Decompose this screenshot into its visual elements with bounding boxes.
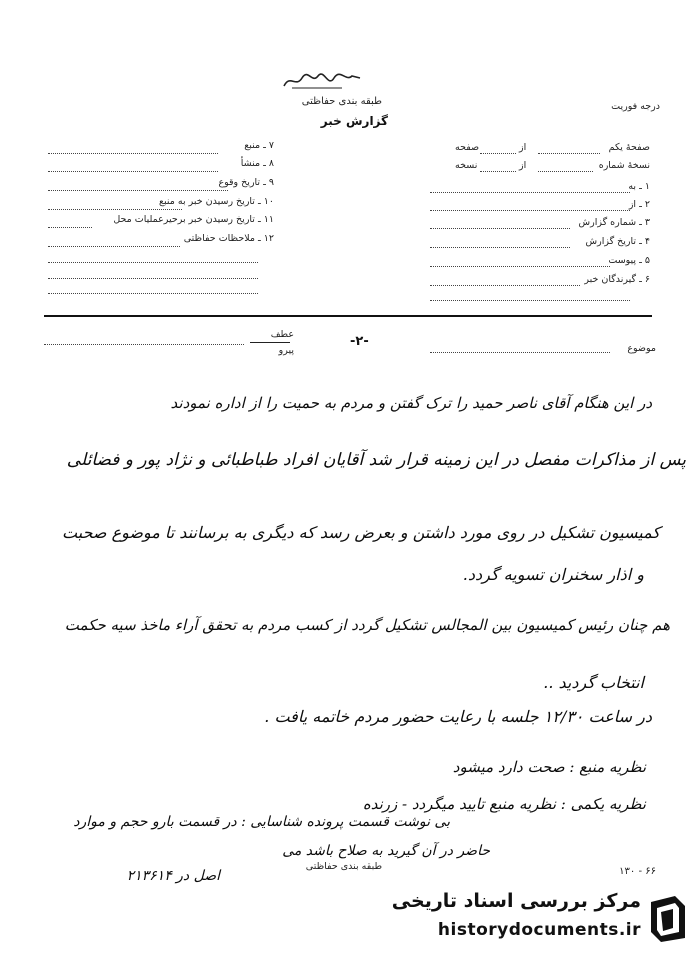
field-line: [480, 153, 516, 154]
body-line: نظریه منبع : صحت دارد میشود: [452, 758, 646, 776]
body-line: هم چنان رئیس کمیسیون بین المجالس تشکیل گردد از کسب مردم به تحقق آراء ماخذ سیه حکمت: [64, 616, 670, 634]
body-line: در ساعت ۱۲/۳۰ جلسه با رعایت حضور مردم خاتمه یافت .: [264, 707, 652, 726]
field-line: [538, 153, 600, 154]
field-line: [480, 171, 516, 172]
field-line: [48, 262, 258, 263]
classification-title: طبقه بندی حفاظتی: [301, 96, 382, 107]
field-line: [48, 278, 258, 279]
archive-logo: [391, 888, 695, 958]
form-title: گزارش خبر: [320, 114, 388, 128]
field-source-receipt-date: ۱۰ ـ تاریخ رسیدن خبر به منبع: [159, 196, 274, 207]
page-marker: -۲-: [350, 334, 369, 349]
ref-bottom-label: پیرو: [278, 345, 294, 356]
field-ops-receipt-date: ۱۱ ـ تاریخ رسیدن خبر برحیرعملیات محل: [113, 214, 274, 225]
body-line: و اذار سخنران تسویه گردد.: [462, 565, 644, 584]
ref-line: [44, 344, 244, 345]
field-line: [430, 285, 580, 286]
field-line: [430, 192, 630, 193]
footer-note: اصل در ۲۱۳۶۱۴: [126, 868, 220, 884]
field-line: [48, 190, 228, 191]
field-copy-of: از: [519, 160, 527, 171]
field-to: ۱ ـ به: [628, 181, 650, 192]
body-line: در این هنگام آقای ناصر حمید را ترک گفتن و مردم به حمیت را از اداره نمودند: [170, 394, 652, 412]
logo-url: historydocuments.ir: [437, 920, 641, 940]
field-line: [538, 171, 593, 172]
logo-title: مرکز بررسی اسناد تاریخی: [391, 890, 641, 912]
field-event-date: ۹ ـ تاریخ وقوع: [218, 177, 274, 188]
field-line: [48, 293, 258, 294]
field-line: [48, 246, 180, 247]
field-line: [430, 228, 570, 229]
body-line: انتخاب گردید ..: [543, 673, 644, 692]
stamp-scribble: [282, 70, 362, 92]
subject-line: [430, 352, 610, 353]
archive-emblem-icon: [645, 894, 691, 944]
field-recipients: ۶ ـ گیرندگان خبر: [584, 274, 650, 285]
header-divider: [44, 315, 652, 317]
field-page-of: از: [519, 142, 527, 153]
field-report-number: ۳ ـ شماره گزارش: [578, 217, 650, 228]
body-line: پس از مذاکرات مفصل در این زمینه قرار شد آقایان افراد طباطبائی و نژاد پور و فضائلی: [66, 450, 686, 470]
field-line: [430, 247, 570, 248]
field-line: [48, 209, 182, 210]
body-line: کمیسیون تشکیل در روی مورد داشتن و بعرض رسد که دیگری به برسانند تا موضوع صحبت: [62, 523, 660, 542]
field-line: [48, 227, 92, 228]
field-copy-unit: نسخه: [455, 160, 478, 171]
field-security-notes: ۱۲ ـ ملاحظات حفاظتی: [183, 233, 274, 244]
field-report-date: ۴ ـ تاریخ گزارش: [585, 236, 650, 247]
field-origin: ۸ ـ منشأ: [240, 158, 274, 169]
field-page-unit: صفحه: [455, 142, 480, 153]
priority-label: درجه فوریت: [611, 101, 660, 112]
field-line: [430, 210, 630, 211]
field-source: ۷ ـ منبع: [244, 140, 274, 151]
footer-note: حاضر در آن گیرید به صلاح باشد می: [282, 843, 490, 859]
field-attachment: ۵ ـ پیوست: [608, 255, 650, 266]
footer-note: بی نوشت قسمت پرونده شناسایی : در قسمت بارو حجم و موارد: [73, 814, 450, 830]
footer-classification-stamp: طبقه بندی حفاظتی: [305, 861, 382, 872]
field-line: [48, 171, 218, 172]
field-line: [430, 266, 610, 267]
field-copy: نسخهٔ شماره: [598, 160, 650, 171]
ref-top-label: عطف: [270, 329, 294, 340]
field-from: ۲ ـ از: [628, 199, 650, 210]
form-code: ۶۶ - ۱۳۰: [619, 866, 656, 877]
ref-divider: [250, 342, 290, 343]
subject-label: موضوع: [627, 343, 656, 354]
field-page: صفحهٔ یکم: [608, 142, 650, 153]
field-line: [48, 153, 218, 154]
body-line: نظریه یکمی : نظریه منبع تایید میگردد - زرنده: [362, 795, 646, 813]
field-line: [430, 300, 630, 301]
